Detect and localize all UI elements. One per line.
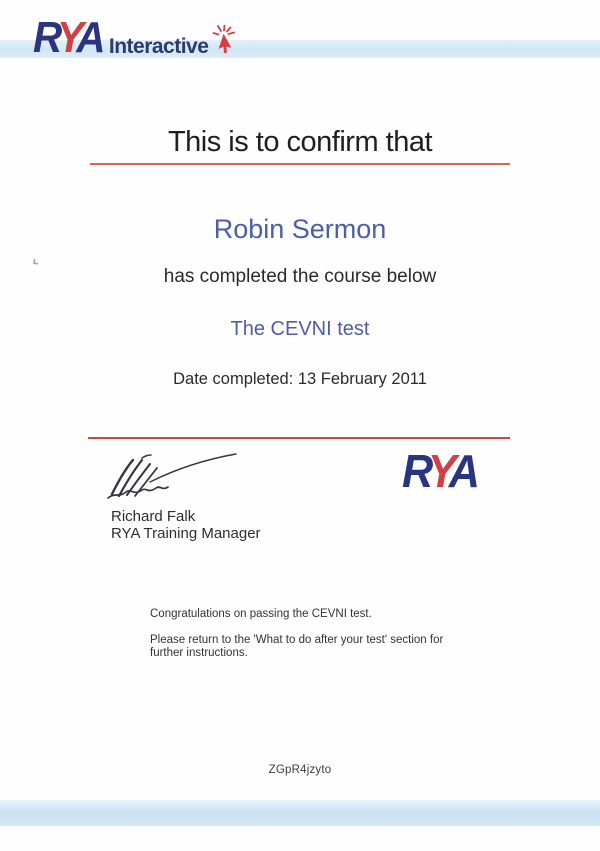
- certificate-code: ZGpR4jzyto: [268, 764, 332, 776]
- cursor-click-icon: [209, 25, 235, 58]
- scan-smudge-mark: ⌞: [31, 249, 41, 267]
- date-completed-line: Date completed: 13 February 2011: [173, 370, 427, 388]
- rya-letter-y: Y: [56, 13, 77, 62]
- rya-logo-letter-r: R: [402, 445, 428, 497]
- signature-image: [98, 450, 248, 513]
- recipient-name: Robin Sermon: [213, 214, 387, 244]
- rya-logo-letter-y: Y: [427, 445, 449, 497]
- heading-underline-rule: [90, 163, 510, 165]
- congratulations-note: Congratulations on passing the CEVNI test.: [150, 608, 372, 620]
- rya-letter-r: R: [33, 13, 57, 62]
- rya-logo-letter-a: A: [448, 445, 476, 497]
- rya-letter-a: A: [76, 13, 101, 62]
- certificate-heading: This is to confirm that: [167, 126, 433, 158]
- signature-section-rule: [88, 437, 510, 439]
- completed-course-line: has completed the course below: [163, 266, 437, 287]
- brand-suffix-label: Interactive: [108, 35, 209, 58]
- return-instructions-line-2: further instructions.: [150, 647, 248, 659]
- course-title: The CEVNI test: [230, 318, 370, 340]
- signatory-name: Richard Falk: [111, 508, 196, 525]
- bottom-blue-band: [0, 800, 600, 826]
- signatory-title: RYA Training Manager: [111, 525, 261, 542]
- rya-interactive-logo: [33, 13, 235, 62]
- rya-wordmark-small: [33, 13, 101, 62]
- rya-logo-large: [402, 445, 476, 497]
- return-instructions-note: [150, 634, 443, 660]
- return-instructions-line-1: Please return to the 'What to do after your test' section for: [150, 634, 444, 646]
